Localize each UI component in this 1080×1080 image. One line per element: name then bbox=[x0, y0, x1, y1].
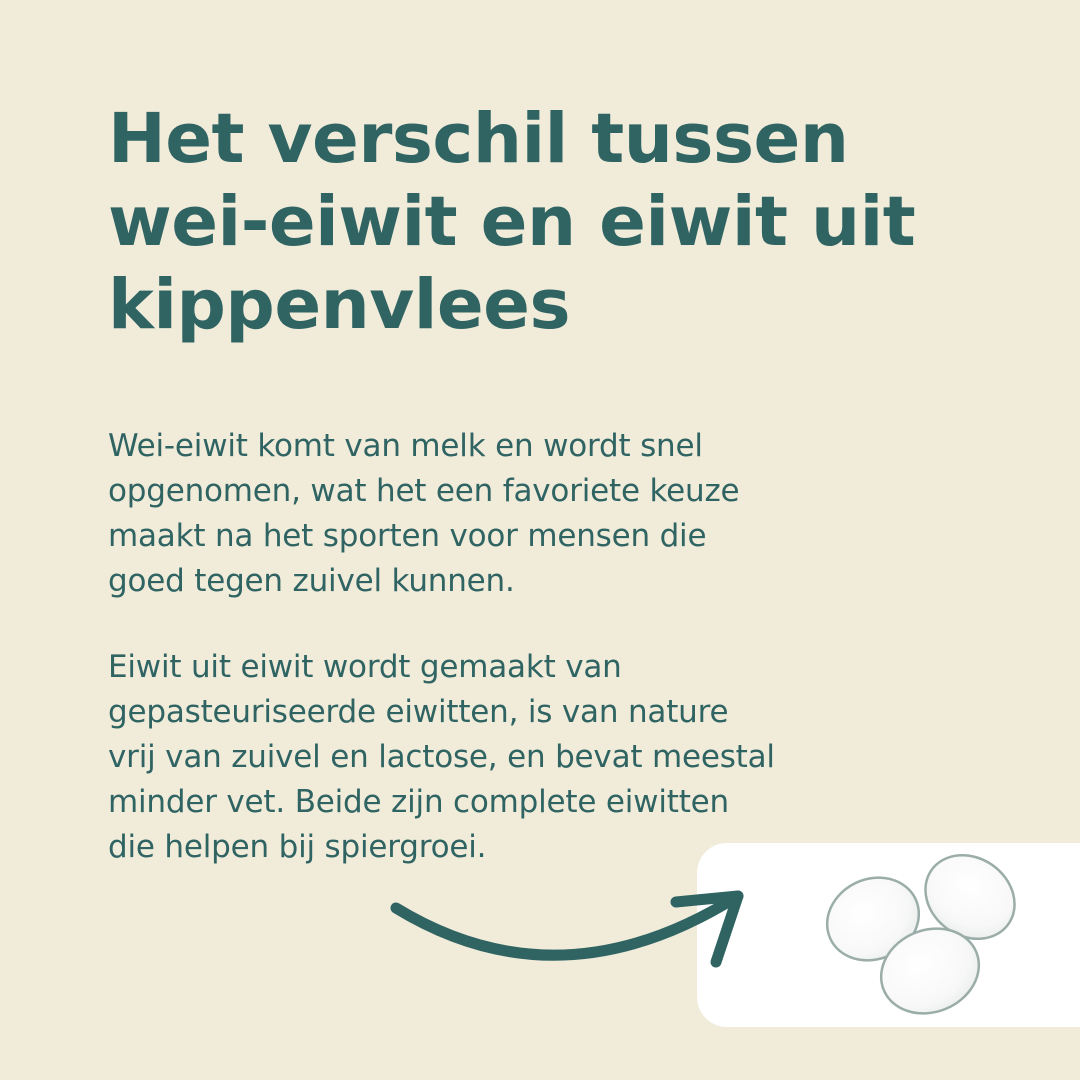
title-line-1: Het verschil tussen bbox=[108, 99, 849, 179]
paragraph-1-line-1: Wei-eiwit komt van melk en wordt snel bbox=[108, 428, 703, 464]
title-line-2: wei-eiwit en eiwit uit bbox=[108, 182, 916, 262]
paragraph-1-line-4: goed tegen zuivel kunnen. bbox=[108, 563, 515, 599]
title-line-3: kippenvlees bbox=[108, 265, 571, 345]
paragraph-2-line-4: minder vet. Beide zijn complete eiwitten bbox=[108, 784, 729, 820]
paragraph-2-line-3: vrij van zuivel en lactose, en bevat meestal bbox=[108, 739, 775, 775]
slide-title bbox=[108, 98, 1008, 347]
paragraph-2-line-5: die helpen bij spiergroei. bbox=[108, 829, 487, 865]
paragraph-2-line-1: Eiwit uit eiwit wordt gemaakt van bbox=[108, 649, 622, 685]
curved-arrow-icon bbox=[380, 880, 760, 980]
egg-protein-paragraph bbox=[108, 645, 988, 870]
paragraph-1-line-2: opgenomen, wat het een favoriete keuze bbox=[108, 473, 740, 509]
paragraph-2-line-2: gepasteuriseerde eiwitten, is van nature bbox=[108, 694, 729, 730]
eggs-icon bbox=[815, 845, 1030, 1020]
paragraph-1-line-3: maakt na het sporten voor mensen die bbox=[108, 518, 707, 554]
whey-protein-paragraph bbox=[108, 424, 988, 604]
